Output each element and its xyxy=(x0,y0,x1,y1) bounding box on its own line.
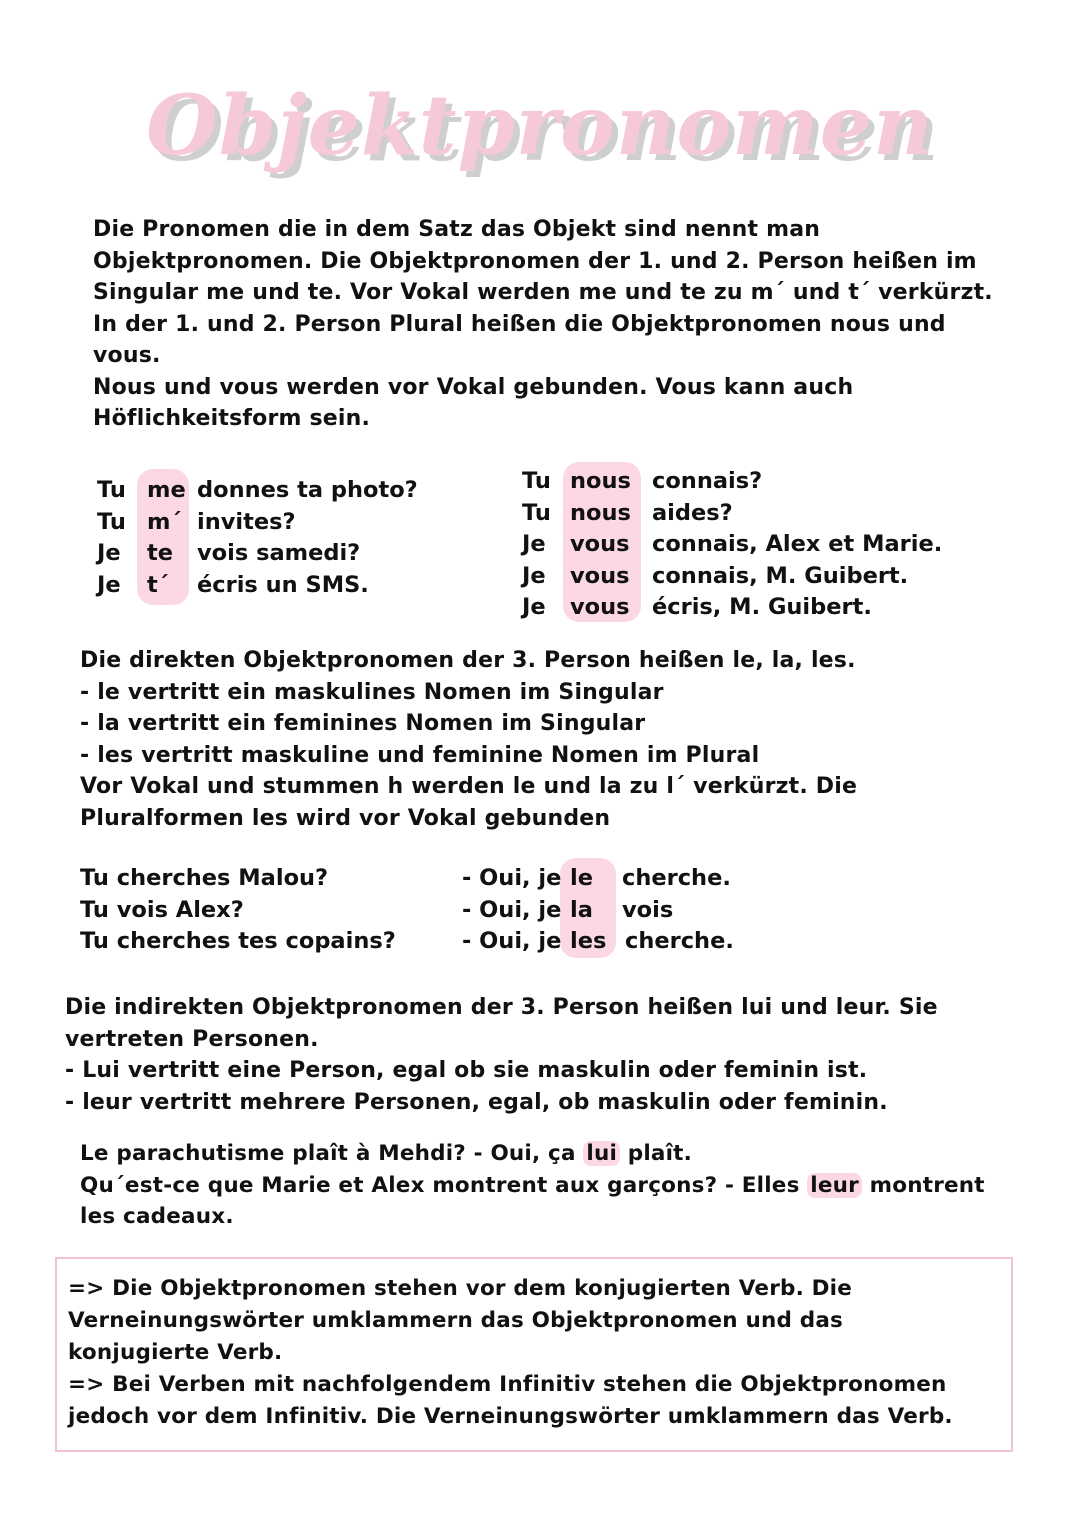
examples-3-answers xyxy=(462,863,734,958)
examples-12-right xyxy=(522,466,943,624)
intro-line: Die Pronomen die in dem Satz das Objekt sind nennt man xyxy=(93,217,821,242)
intro-paragraph xyxy=(93,214,993,435)
example-row: Je vous écris, M. Guibert. xyxy=(522,594,872,620)
indirect-example-3: les cadeaux. xyxy=(80,1204,234,1229)
summary-line: konjugierte Verb. xyxy=(68,1340,283,1365)
examples-12-left xyxy=(97,475,418,601)
summary-line: jedoch vor dem Infinitiv. Die Verneinungswörter umklammern das Verb. xyxy=(68,1404,953,1429)
summary-line: Verneinungswörter umklammern das Objektpronomen und das xyxy=(68,1308,844,1333)
question-line: Tu cherches tes copains? xyxy=(80,928,396,954)
indirect-line: - Lui vertritt eine Person, egal ob sie maskulin oder feminin ist. xyxy=(65,1058,868,1083)
intro-line: In der 1. und 2. Person Plural heißen die Objektpronomen nous und xyxy=(93,311,946,337)
summary-text xyxy=(68,1273,953,1433)
example-row: Je te vois samedi? xyxy=(97,540,361,566)
example-row: Tu m´ invites? xyxy=(97,508,296,535)
direct-line: Pluralformen les wird vor Vokal gebunden xyxy=(80,805,611,831)
direct-line: Vor Vokal und stummen h werden le und la zu l´ verkürzt. Die xyxy=(80,774,858,799)
indirect-example-2: Qu´est-ce que Marie et Alex montrent aux garçons? - Elles leur montrent xyxy=(80,1172,985,1198)
indirect-line: - leur vertritt mehrere Personen, egal, ob maskulin oder feminin. xyxy=(65,1089,888,1115)
examples-3-questions xyxy=(80,863,396,958)
indirect-paragraph xyxy=(65,992,938,1118)
lui-highlight: lui xyxy=(583,1141,620,1166)
intro-line: Höflichkeitsform sein. xyxy=(93,406,371,431)
leur-highlight: leur xyxy=(807,1173,862,1198)
summary-line: => Die Objektpronomen stehen vor dem konjugierten Verb. Die xyxy=(68,1276,853,1301)
indirect-line: vertreten Personen. xyxy=(65,1026,319,1052)
direct-line: - le vertritt ein maskulines Nomen im Singular xyxy=(80,679,664,705)
question-line: Tu vois Alex? xyxy=(80,896,244,923)
answer-line: - Oui, je le cherche. xyxy=(462,865,731,891)
indirect-line: Die indirekten Objektpronomen der 3. Person heißen lui und leur. Sie xyxy=(65,995,938,1020)
intro-line: Nous und vous werden vor Vokal gebunden. Vous kann auch xyxy=(93,374,854,400)
direct-line: Die direkten Objektpronomen der 3. Person heißen le, la, les. xyxy=(80,648,856,673)
answer-line: - Oui, je la vois xyxy=(462,896,674,923)
answer-line: - Oui, je les cherche. xyxy=(462,928,734,954)
question-line: Tu cherches Malou? xyxy=(80,865,329,891)
example-row: Tu nous connais? xyxy=(522,468,763,494)
direct-line: - les vertritt maskuline und feminine Nomen im Plural xyxy=(80,742,760,768)
example-row: Je vous connais, Alex et Marie. xyxy=(522,531,943,557)
direct-line: - la vertritt ein feminines Nomen im Singular xyxy=(80,711,646,736)
example-row: Tu me donnes ta photo? xyxy=(97,477,418,503)
intro-line: Singular me und te. Vor Vokal werden me und te zu m´ und t´ verkürzt. xyxy=(93,280,993,305)
indirect-example-1: Le parachutisme plaît à Mehdi? - Oui, ça lui plaît. xyxy=(80,1141,693,1166)
intro-line: Objektpronomen. Die Objektpronomen der 1. und 2. Person heißen im xyxy=(93,248,977,274)
example-row: Je vous connais, M. Guibert. xyxy=(522,562,909,589)
page-title: Objektpronomen xyxy=(146,78,934,174)
example-row: Tu nous aides? xyxy=(522,499,733,526)
intro-line: vous. xyxy=(93,343,161,368)
indirect-examples xyxy=(80,1138,985,1233)
example-row: Je t´ écris un SMS. xyxy=(97,571,369,598)
summary-line: => Bei Verben mit nachfolgendem Infinitiv stehen die Objektpronomen xyxy=(68,1372,947,1397)
direct-paragraph xyxy=(80,645,857,834)
